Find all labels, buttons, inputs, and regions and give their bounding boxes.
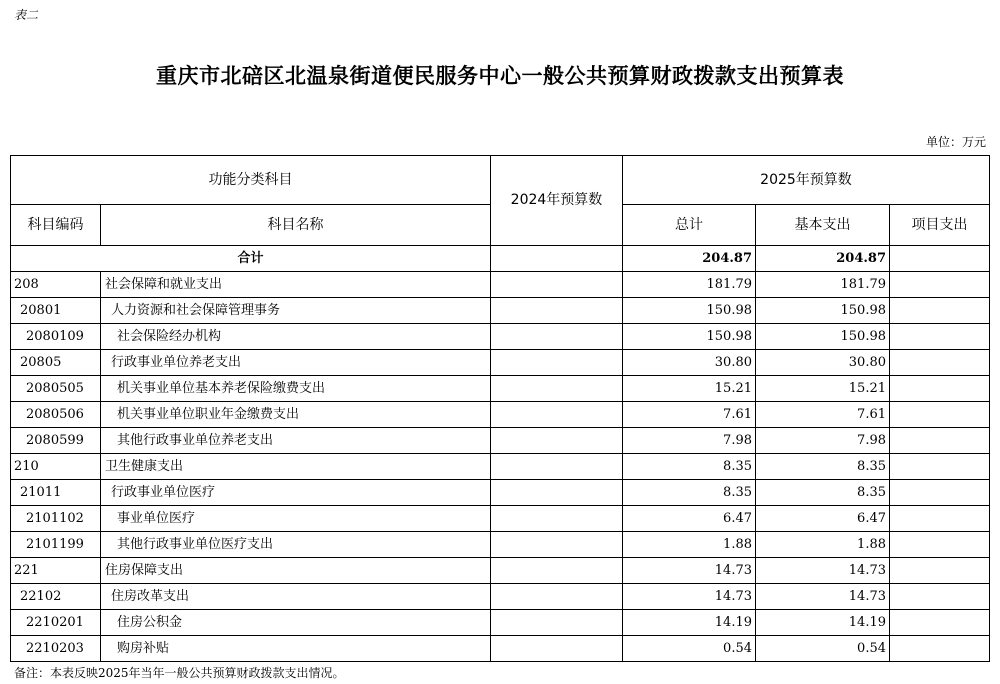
row-name: 卫生健康支出 bbox=[101, 454, 491, 480]
row-total: 14.73 bbox=[623, 584, 756, 610]
row-name: 购房补贴 bbox=[101, 636, 491, 662]
row-project bbox=[890, 298, 990, 324]
row-code: 221 bbox=[11, 558, 101, 584]
table-row bbox=[11, 636, 990, 662]
row-code: 210 bbox=[11, 454, 101, 480]
table-row bbox=[11, 454, 990, 480]
row-total: 150.98 bbox=[623, 324, 756, 350]
row-basic: 14.73 bbox=[756, 584, 890, 610]
row-name: 住房改革支出 bbox=[101, 584, 491, 610]
row-name: 其他行政事业单位医疗支出 bbox=[101, 532, 491, 558]
table-row bbox=[11, 402, 990, 428]
row-code: 2080506 bbox=[11, 402, 101, 428]
row-project bbox=[890, 610, 990, 636]
row-total: 8.35 bbox=[623, 480, 756, 506]
row-basic: 30.80 bbox=[756, 350, 890, 376]
row-total: 14.19 bbox=[623, 610, 756, 636]
row-prev bbox=[491, 376, 623, 402]
row-prev bbox=[491, 558, 623, 584]
row-name: 行政事业单位养老支出 bbox=[101, 350, 491, 376]
row-prev bbox=[491, 454, 623, 480]
row-basic: 1.88 bbox=[756, 532, 890, 558]
row-code: 22102 bbox=[11, 584, 101, 610]
header-basic: 基本支出 bbox=[756, 205, 890, 246]
row-code: 2210201 bbox=[11, 610, 101, 636]
row-name: 人力资源和社会保障管理事务 bbox=[101, 298, 491, 324]
table-row bbox=[11, 298, 990, 324]
row-basic: 150.98 bbox=[756, 324, 890, 350]
total-sum: 204.87 bbox=[623, 246, 756, 272]
row-basic: 181.79 bbox=[756, 272, 890, 298]
row-code: 20805 bbox=[11, 350, 101, 376]
table-row bbox=[11, 532, 990, 558]
row-prev bbox=[491, 610, 623, 636]
table-row bbox=[11, 428, 990, 454]
total-prev bbox=[491, 246, 623, 272]
row-basic: 0.54 bbox=[756, 636, 890, 662]
row-project bbox=[890, 324, 990, 350]
total-row bbox=[11, 246, 990, 272]
row-name: 住房公积金 bbox=[101, 610, 491, 636]
header-this-year: 2025年预算数 bbox=[623, 156, 990, 205]
row-project bbox=[890, 272, 990, 298]
row-total: 8.35 bbox=[623, 454, 756, 480]
page-title: 重庆市北碚区北温泉街道便民服务中心一般公共预算财政拨款支出预算表 bbox=[156, 63, 844, 88]
row-total: 150.98 bbox=[623, 298, 756, 324]
table-header bbox=[11, 156, 990, 246]
header-name: 科目名称 bbox=[101, 205, 491, 246]
row-prev bbox=[491, 324, 623, 350]
total-basic: 204.87 bbox=[756, 246, 890, 272]
table-row bbox=[11, 350, 990, 376]
row-project bbox=[890, 480, 990, 506]
row-basic: 6.47 bbox=[756, 506, 890, 532]
row-basic: 14.73 bbox=[756, 558, 890, 584]
table-row bbox=[11, 376, 990, 402]
row-prev bbox=[491, 402, 623, 428]
row-code: 2080599 bbox=[11, 428, 101, 454]
row-basic: 7.98 bbox=[756, 428, 890, 454]
row-total: 7.98 bbox=[623, 428, 756, 454]
row-prev bbox=[491, 272, 623, 298]
header-prev-year: 2024年预算数 bbox=[491, 156, 623, 246]
row-prev bbox=[491, 532, 623, 558]
row-total: 1.88 bbox=[623, 532, 756, 558]
budget-table bbox=[10, 155, 990, 662]
table-row bbox=[11, 610, 990, 636]
row-total: 6.47 bbox=[623, 506, 756, 532]
header-total: 总计 bbox=[623, 205, 756, 246]
row-project bbox=[890, 350, 990, 376]
row-prev bbox=[491, 428, 623, 454]
row-total: 181.79 bbox=[623, 272, 756, 298]
row-total: 7.61 bbox=[623, 402, 756, 428]
row-total: 30.80 bbox=[623, 350, 756, 376]
row-prev bbox=[491, 636, 623, 662]
row-project bbox=[890, 584, 990, 610]
row-code: 208 bbox=[11, 272, 101, 298]
row-basic: 8.35 bbox=[756, 454, 890, 480]
doc-tag: 表二 bbox=[14, 8, 39, 22]
row-basic: 14.19 bbox=[756, 610, 890, 636]
row-basic: 7.61 bbox=[756, 402, 890, 428]
row-name: 机关事业单位基本养老保险缴费支出 bbox=[101, 376, 491, 402]
row-project bbox=[890, 506, 990, 532]
row-name: 住房保障支出 bbox=[101, 558, 491, 584]
row-name: 其他行政事业单位养老支出 bbox=[101, 428, 491, 454]
row-name: 事业单位医疗 bbox=[101, 506, 491, 532]
row-code: 20801 bbox=[11, 298, 101, 324]
row-basic: 15.21 bbox=[756, 376, 890, 402]
table-row bbox=[11, 584, 990, 610]
table-row bbox=[11, 558, 990, 584]
row-project bbox=[890, 428, 990, 454]
row-code: 2101199 bbox=[11, 532, 101, 558]
row-project bbox=[890, 532, 990, 558]
row-name: 社会保障和就业支出 bbox=[101, 272, 491, 298]
row-basic: 150.98 bbox=[756, 298, 890, 324]
row-project bbox=[890, 558, 990, 584]
row-project bbox=[890, 376, 990, 402]
row-project bbox=[890, 402, 990, 428]
row-project bbox=[890, 454, 990, 480]
row-total: 14.73 bbox=[623, 558, 756, 584]
row-prev bbox=[491, 298, 623, 324]
header-func-class: 功能分类科目 bbox=[11, 156, 491, 205]
row-code: 2080505 bbox=[11, 376, 101, 402]
header-project: 项目支出 bbox=[890, 205, 990, 246]
unit-label: 单位：万元 bbox=[925, 135, 986, 149]
row-name: 行政事业单位医疗 bbox=[101, 480, 491, 506]
header-code: 科目编码 bbox=[11, 205, 101, 246]
row-total: 15.21 bbox=[623, 376, 756, 402]
footnote: 备注：本表反映2025年当年一般公共预算财政拨款支出情况。 bbox=[14, 666, 345, 680]
table-row bbox=[11, 324, 990, 350]
row-project bbox=[890, 636, 990, 662]
row-code: 2101102 bbox=[11, 506, 101, 532]
row-prev bbox=[491, 480, 623, 506]
row-prev bbox=[491, 584, 623, 610]
row-total: 0.54 bbox=[623, 636, 756, 662]
total-label: 合计 bbox=[11, 246, 491, 272]
row-name: 社会保险经办机构 bbox=[101, 324, 491, 350]
row-code: 2210203 bbox=[11, 636, 101, 662]
total-project bbox=[890, 246, 990, 272]
table-body bbox=[11, 272, 990, 662]
table-row bbox=[11, 506, 990, 532]
row-prev bbox=[491, 506, 623, 532]
row-basic: 8.35 bbox=[756, 480, 890, 506]
row-code: 2080109 bbox=[11, 324, 101, 350]
row-prev bbox=[491, 350, 623, 376]
table-row bbox=[11, 480, 990, 506]
table-row bbox=[11, 272, 990, 298]
row-code: 21011 bbox=[11, 480, 101, 506]
row-name: 机关事业单位职业年金缴费支出 bbox=[101, 402, 491, 428]
